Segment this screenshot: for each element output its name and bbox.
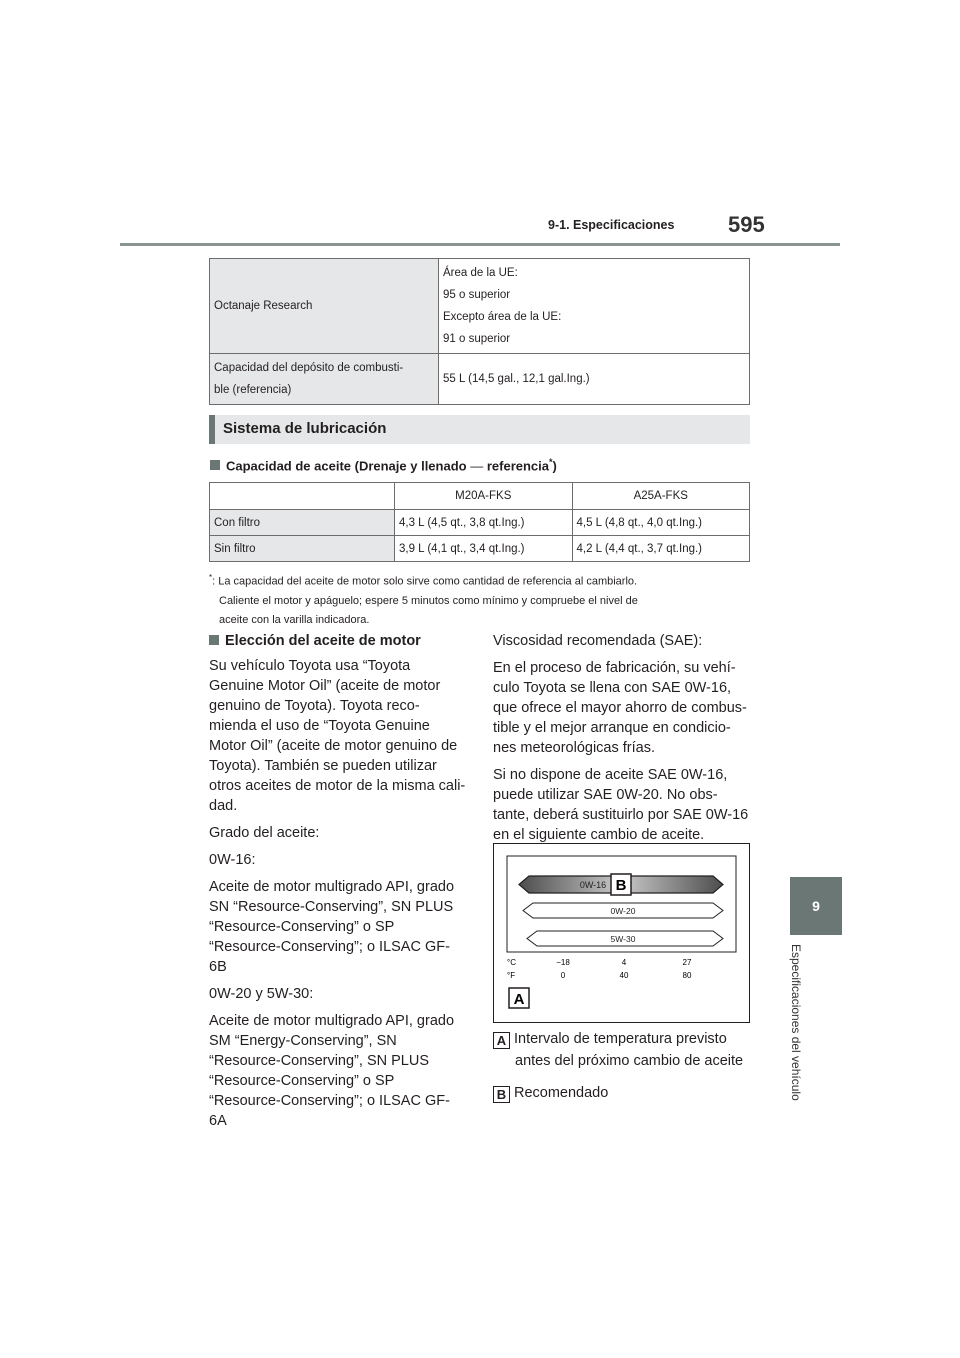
footnote-text: : La capacidad del aceite de motor solo sirve como cantidad de referencia al cambiarlo. [212,575,638,588]
header-rule [120,243,840,246]
table-cell: 4,2 L (4,4 qt., 3,7 qt.Ing.) [572,536,750,562]
paragraph [209,656,471,816]
paragraph-line: Su vehículo Toyota usa “Toyota [209,658,411,674]
oil-capacity-heading [210,457,557,473]
table-cell: 3,9 L (4,1 qt., 3,4 qt.Ing.) [395,536,573,562]
paragraph-line: 0W-20 y 5W-30: [209,986,314,1002]
table-cell: 4,5 L (4,8 qt., 4,0 qt.Ing.) [572,510,750,536]
cell-line: 95 o superior [443,289,511,301]
cell-line: Capacidad del depósito de combusti- [214,362,404,374]
viscosity-bar-label: 0W-20 [610,906,636,916]
callout-a [509,988,529,1008]
left-column [209,631,471,1138]
viscosity-bar-label: 5W-30 [610,934,636,944]
section-header: 9-1. Especificaciones [548,218,675,232]
chapter-side-label-text: Especificaciones del vehículo [789,944,803,1101]
left-paragraphs [209,656,471,1131]
table-header-cell: M20A-FKS [395,483,573,510]
legend-item [493,1082,755,1104]
paragraph-line: “Resource-Conserving” o SP [209,1073,395,1089]
cell-line: ble (referencia) [214,384,292,396]
heading-dash: — [470,458,484,474]
paragraph-line: Aceite de motor multigrado API, grado [209,879,455,895]
legend-text: antes del próximo cambio de aceite [515,1053,744,1069]
fuel-spec-table [209,258,750,405]
footnote-line [209,568,754,592]
paragraph [493,631,755,651]
tick-label-c: −18 [556,958,570,967]
paragraph-line: Viscosidad recomendada (SAE): [493,633,703,649]
paragraph-line: SN “Resource-Conserving”, SN PLUS [209,899,454,915]
legend-item [493,1028,755,1050]
legend-letter: B [493,1086,510,1103]
callout-a-label: A [513,991,525,1008]
heading-text: Elección del aceite de motor [225,633,421,649]
heading-ref: referencia [486,458,549,474]
table-cell: Octanaje Research [210,259,439,354]
cell-line: Área de la UE: [443,267,518,279]
tick-label-f: 0 [560,971,566,980]
legend-text: Intervalo de temperatura previsto [514,1031,727,1047]
table-row [210,259,750,354]
bullet-square-icon [209,635,219,645]
paragraph [493,658,755,758]
viscosity-bar [523,903,723,918]
table-cell [210,354,439,405]
table-header-cell: A25A-FKS [572,483,750,510]
viscosity-bar [519,874,723,895]
paragraph-line: 6A [209,1113,227,1129]
table-row [210,354,750,405]
section-title: Sistema de lubricación [223,420,387,437]
paragraph-line: dad. [209,798,238,814]
tick-label-c: 27 [682,958,692,967]
right-column [493,631,755,852]
paragraph-line: Aceite de motor multigrado API, grado [209,1013,455,1029]
paragraph-line: Motor Oil” (aceite de motor genuino de [209,738,458,754]
paragraph-line: “Resource-Conserving”; o ILSAC GF- [209,1093,450,1109]
paragraph-line: “Resource-Conserving”, SN PLUS [209,1053,429,1069]
heading-close: ) [552,458,557,474]
tick-label-c: 4 [621,958,627,967]
paragraph-line: En el proceso de fabricación, su vehí- [493,660,736,676]
table-cell: 55 L (14,5 gal., 12,1 gal.Ing.) [439,354,750,405]
table-header-cell [210,483,395,510]
chapter-side-label [776,944,816,1124]
paragraph-line: 6B [209,959,227,975]
callout-b-label: B [615,877,627,894]
paragraph [209,823,471,843]
paragraph [209,877,471,977]
tick-label-f: 80 [682,971,692,980]
paragraph [209,984,471,1004]
scale-c-label: °C [507,958,516,967]
tick-label-f: 40 [619,971,629,980]
table-row [210,536,750,562]
footnote-line: aceite con la varilla indicadora. [219,613,370,626]
table-cell: Con filtro [210,510,395,536]
heading-text: Capacidad de aceite (Drenaje y llenado [226,458,467,474]
table-header-row [210,483,750,510]
paragraph [209,1011,471,1131]
right-paragraphs [493,631,755,845]
footnote-line: Caliente el motor y apáguelo; espere 5 minutos como mínimo y compruebe el nivel de [219,594,638,607]
scale-f-label: °F [507,971,516,980]
footnote [209,568,754,630]
paragraph-line: en el siguiente cambio de aceite. [493,827,705,843]
paragraph-line: culo Toyota se llena con SAE 0W-16, [493,680,732,696]
paragraph-line: “Resource-Conserving”; o ILSAC GF- [209,939,450,955]
section-title-bar [209,415,750,444]
paragraph-line: que ofrece el mayor ahorro de combus- [493,700,747,716]
legend-text: Recomendado [514,1085,609,1101]
table-cell [439,259,750,354]
paragraph-line: Toyota). También se pueden utilizar [209,758,437,774]
table-row [210,510,750,536]
paragraph-line: puede utilizar SAE 0W-20. No obs- [493,787,718,803]
table-cell: 4,3 L (4,5 qt., 3,8 qt.Ing.) [395,510,573,536]
paragraph-line: nes meteorológicas frías. [493,740,655,756]
viscosity-bar-label: 0W-16 [579,880,607,890]
paragraph [209,850,471,870]
footnote-mark: * [209,573,213,582]
chart-legend [493,1028,755,1104]
oil-selection-heading [209,631,471,651]
viscosity-bar [527,931,723,946]
viscosity-chart [493,843,750,1023]
paragraph-line: mienda el uso de “Toyota Genuine [209,718,430,734]
paragraph-line: SM “Energy-Conserving”, SN [209,1033,397,1049]
paragraph-line: Genuine Motor Oil” (aceite de motor [209,678,441,694]
bullet-square-icon [210,460,220,470]
legend-letter: A [493,1032,510,1049]
cell-line: Excepto área de la UE: [443,311,562,323]
table-cell: Sin filtro [210,536,395,562]
paragraph-line: genuino de Toyota). Toyota reco- [209,698,420,714]
paragraph [493,765,755,845]
chapter-tab[interactable]: 9 [790,877,842,935]
cell-line: 91 o superior [443,333,511,345]
paragraph-line: 0W-16: [209,852,256,868]
paragraph-line: Si no dispone de aceite SAE 0W-16, [493,767,728,783]
page-number: 595 [728,212,765,237]
paragraph-line: tante, deberá sustituirlo por SAE 0W-16 [493,807,749,823]
section-bar-edge [209,415,215,444]
footnote-mark: * [549,457,553,467]
paragraph-line: “Resource-Conserving” o SP [209,919,395,935]
oil-capacity-table [209,482,750,562]
paragraph-line: otros aceites de motor de la misma cali- [209,778,466,794]
paragraph-line: Grado del aceite: [209,825,320,841]
paragraph-line: tible y el mejor arranque en condicio- [493,720,731,736]
